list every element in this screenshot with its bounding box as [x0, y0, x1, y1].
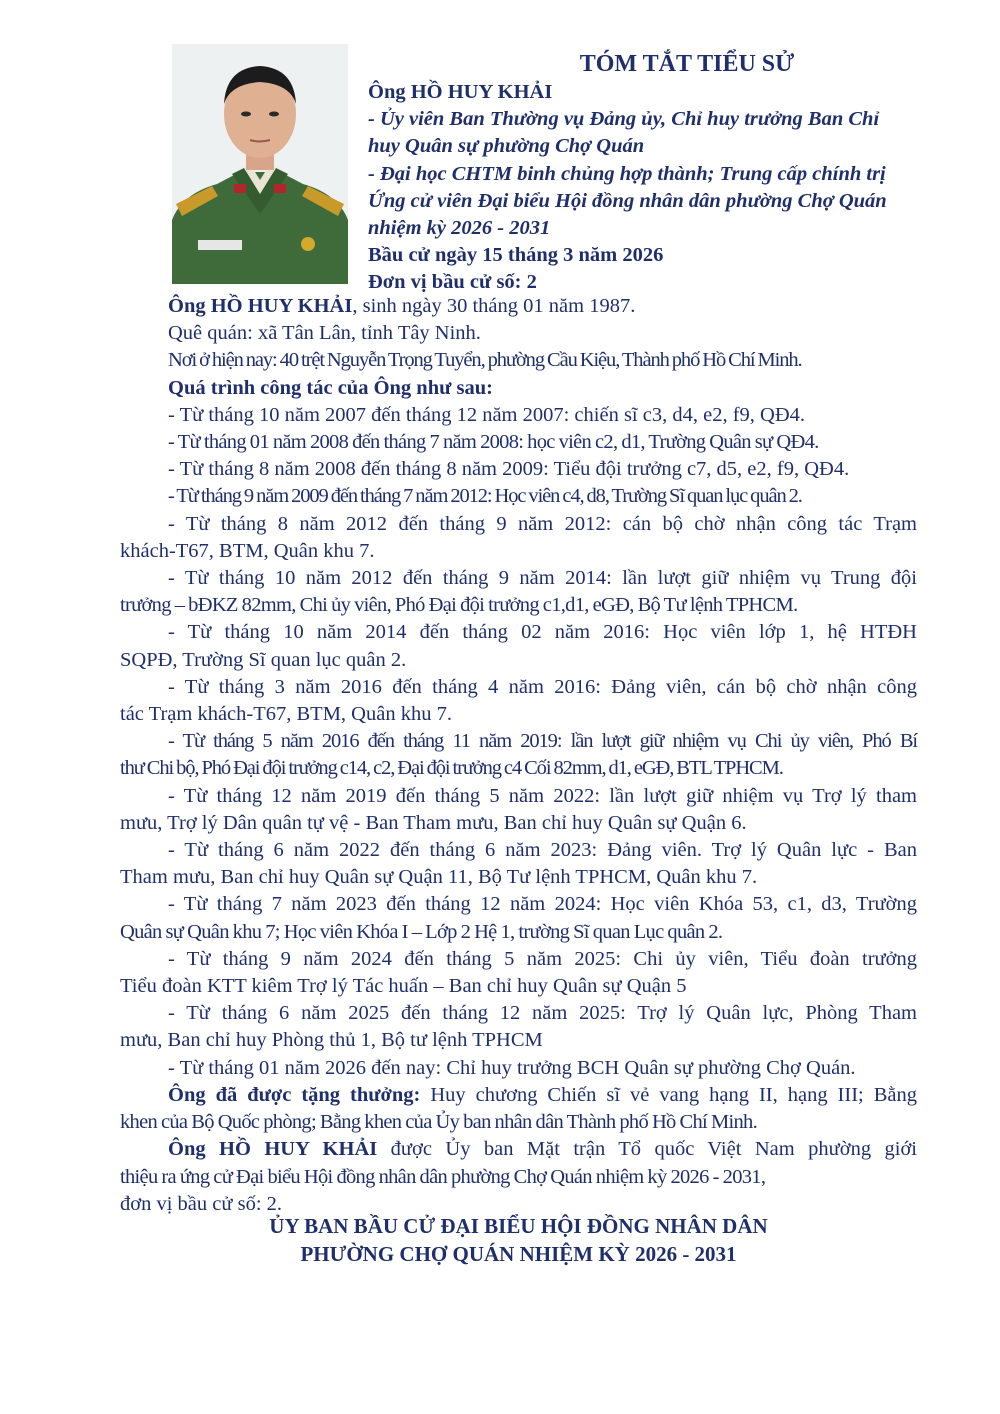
nomination-line-1	[120, 1136, 917, 1163]
document-title: TÓM TẮT TIỂU SỬ	[579, 51, 795, 77]
header-candidate-line-2: nhiệm kỳ 2026 - 2031	[368, 217, 551, 240]
footer-line-2: PHƯỜNG CHỢ QUÁN NHIỆM KỲ 2026 - 2031	[300, 1241, 737, 1266]
nomination-text: được Ủy ban Mặt trận Tổ quốc Việt Nam phường giới	[377, 1138, 917, 1161]
career-item: - Từ tháng 9 năm 2009 đến tháng 7 năm 2012: Học viên c4, d8, Trường Sĩ quan lục quân 2.	[168, 485, 802, 508]
career-item-line: tác Trạm khách-T67, BTM, Quân khu 7.	[120, 703, 452, 726]
career-item-line: - Từ tháng 10 năm 2012 đến tháng 9 năm 2014: lần lượt giữ nhiệm vụ Trung đội	[168, 567, 917, 590]
career-item: - Từ tháng 01 năm 2026 đến nay: Chỉ huy trưởng BCH Quân sự phường Chợ Quán.	[168, 1056, 856, 1079]
footer-committee	[120, 1213, 917, 1268]
career-item-line: - Từ tháng 3 năm 2016 đến tháng 4 năm 2016: Đảng viên, cán bộ chờ nhận công	[168, 675, 917, 698]
header-electoral-unit: Đơn vị bầu cử số: 2	[368, 271, 537, 294]
bio-residence: Nơi ở hiện nay: 40 trệt Nguyễn Trọng Tuyển, phường Cầu Kiệu, Thành phố Hồ Chí Minh.	[168, 349, 802, 372]
bio-name: Ông HỒ HUY KHẢI	[168, 295, 353, 317]
career-item-line: SQPĐ, Trường Sĩ quan lục quân 2.	[120, 648, 407, 671]
career-item-line: khách-T67, BTM, Quân khu 7.	[120, 539, 375, 562]
awards-line-2: khen của Bộ Quốc phòng; Bằng khen của Ủy ban nhân dân Thành phố Hồ Chí Minh.	[120, 1111, 758, 1134]
career-item: - Từ tháng 10 năm 2007 đến tháng 12 năm 2007: chiến sĩ c3, d4, e2, f9, QĐ4.	[168, 403, 806, 426]
career-item-line: thư Chi bộ, Phó Đại đội trưởng c14, c2, Đại đội trưởng c4 Cối 82mm, d1, eGĐ, BTL TPHCM.	[120, 757, 783, 780]
header-position-line-1: - Ủy viên Ban Thường vụ Đảng ủy, Chỉ huy trưởng Ban Chỉ	[368, 108, 880, 131]
header-name: Ông HỒ HUY KHẢI	[368, 81, 553, 103]
career-item	[120, 674, 917, 728]
career-item	[120, 619, 917, 673]
bio-birth: , sinh ngày 30 tháng 01 năm 1987.	[352, 295, 636, 317]
career-item-line: - Từ tháng 7 năm 2023 đến tháng 12 năm 2024: Học viên Khóa 53, c1, d3, Trường	[168, 893, 917, 916]
footer-line-1: ỦY BAN BẦU CỬ ĐẠI BIỂU HỘI ĐỒNG NHÂN DÂN	[269, 1214, 768, 1238]
career-item-line: - Từ tháng 9 năm 2024 đến tháng 5 năm 2025: Chi ủy viên, Tiểu đoàn trưởng	[168, 947, 917, 970]
bio-hometown: Quê quán: xã Tân Lân, tỉnh Tây Ninh.	[168, 322, 481, 345]
header-election-date: Bầu cử ngày 15 tháng 3 năm 2026	[368, 244, 664, 267]
career-item	[120, 837, 917, 891]
header-education-line: - Đại học CHTM binh chủng hợp thành; Trung cấp chính trị	[368, 162, 886, 185]
awards-text: Huy chương Chiến sĩ vẻ vang hạng II, hạng III; Bằng	[420, 1083, 917, 1106]
header-position-line-2: huy Quân sự phường Chợ Quán	[368, 135, 645, 158]
bio-intro	[120, 293, 917, 320]
career-item	[120, 1000, 917, 1054]
career-item	[120, 946, 917, 1000]
career-item	[120, 511, 917, 565]
career-item-line: Tham mưu, Ban chỉ huy Quân sự Quận 11, Bộ Tư lệnh TPHCM, Quân khu 7.	[120, 866, 758, 889]
career-item	[120, 728, 917, 782]
career-item-line: - Từ tháng 10 năm 2014 đến tháng 02 năm 2016: Học viên lớp 1, hệ HTĐH	[168, 621, 917, 644]
career-item	[120, 783, 917, 837]
career-item: - Từ tháng 8 năm 2008 đến tháng 8 năm 2009: Tiểu đội trưởng c7, d5, e2, f9, QĐ4.	[168, 458, 850, 481]
career-item-line: mưu, Trợ lý Dân quân tự vệ - Ban Tham mưu, Ban chỉ huy Quân sự Quận 6.	[120, 811, 747, 834]
nomination-line-2: thiệu ra ứng cử Đại biểu Hội đồng nhân dân phường Chợ Quán nhiệm kỳ 2026 - 2031,	[120, 1165, 766, 1188]
nomination-name: Ông HỒ HUY KHẢI	[168, 1138, 378, 1161]
career-item-line: - Từ tháng 6 năm 2022 đến tháng 6 năm 2023: Đảng viên. Trợ lý Quân lực - Ban	[168, 839, 917, 862]
career-item	[120, 891, 917, 945]
biography-body	[120, 293, 917, 1218]
career-item-line: Tiểu đoàn KTT kiêm Trợ lý Tác huấn – Ban chỉ huy Quân sự Quận 5	[120, 975, 687, 998]
career-item-line: - Từ tháng 5 năm 2016 đến tháng 11 năm 2019: lần lượt giữ nhiệm vụ Chi ủy viên, Phó Bí	[168, 730, 917, 753]
career-item: - Từ tháng 01 năm 2008 đến tháng 7 năm 2008: học viên c2, d1, Trường Quân sự QĐ4.	[168, 431, 819, 454]
candidate-portrait-photo	[172, 44, 348, 284]
career-item-line: - Từ tháng 6 năm 2025 đến tháng 12 năm 2025: Trợ lý Quân lực, Phòng Tham	[168, 1002, 917, 1025]
career-heading: Quá trình công tác của Ông như sau:	[168, 376, 493, 399]
career-item-line: Quân sự Quân khu 7; Học viên Khóa I – Lớp 2 Hệ 1, trường Sĩ quan Lục quân 2.	[120, 920, 723, 943]
awards-label: Ông đã được tặng thưởng:	[168, 1083, 421, 1106]
header-candidate-line-1: Ứng cử viên Đại biểu Hội đồng nhân dân phường Chợ Quán	[368, 189, 887, 212]
header-block	[368, 50, 928, 297]
awards-line-1	[120, 1082, 917, 1109]
career-item-line: mưu, Ban chỉ huy Phòng thủ 1, Bộ tư lệnh TPHCM	[120, 1029, 543, 1052]
career-item-line: - Từ tháng 12 năm 2019 đến tháng 5 năm 2022: lần lượt giữ nhiệm vụ Trợ lý tham	[168, 784, 917, 807]
career-item	[120, 565, 917, 619]
career-item-line: - Từ tháng 8 năm 2012 đến tháng 9 năm 2012: cán bộ chờ nhận công tác Trạm	[168, 512, 917, 535]
career-item-line: trưởng – bĐKZ 82mm, Chi ủy viên, Phó Đại đội trưởng c1,d1, eGĐ, Bộ Tư lệnh TPHCM.	[120, 594, 798, 617]
nomination-line-3: đơn vị bầu cử số: 2.	[120, 1192, 283, 1215]
